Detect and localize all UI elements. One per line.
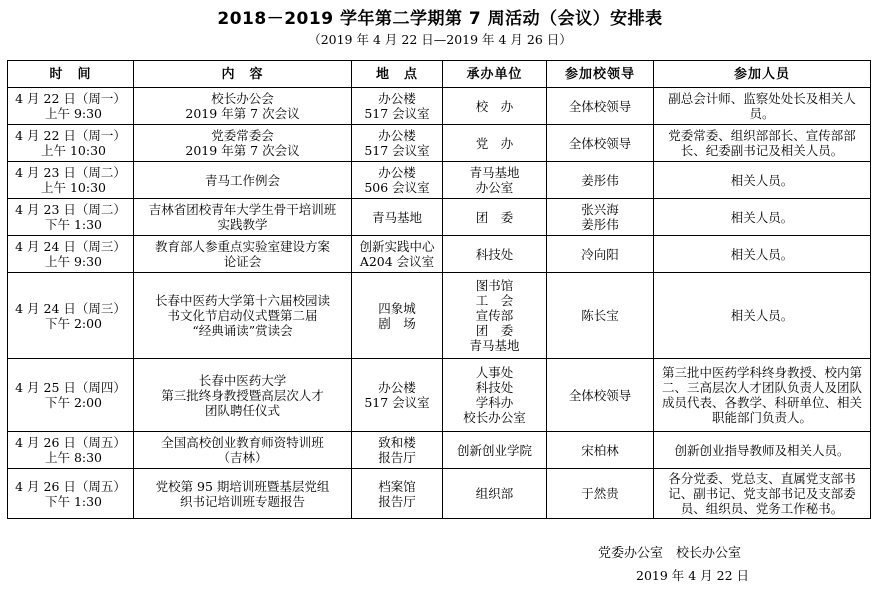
people-text: 第三批中医药学科终身教授、校内第二、三高层次人才团队负责人及团队成员代表、各教学、科研单位、相关职能部门负责人。 [661,365,862,425]
table-header-row [8,61,871,88]
place-cell-line: 517 会议室 [364,106,430,121]
people-text: 各分党委、党总支、直属党支部书记、副书记、党支部书记及支部委员、组织员、党务工作秘书。 [668,471,856,516]
content-cell [134,359,352,432]
header-time: 时 间 [8,61,134,88]
time-cell-line: 上午 10:30 [41,143,106,158]
host-cell-line: 科技处 [475,246,514,262]
issuing-offices: 党委办公室 校长办公室 [598,546,742,561]
time-cell-line: 4 月 26 日（周五） [15,435,126,450]
issue-date: 2019 年 4 月 22 日 [636,568,750,583]
table-row [8,273,871,359]
content-cell-line: 教育部人参重点实验室建设方案 [154,239,330,254]
content-cell [134,236,352,273]
host-cell [443,125,547,162]
time-cell [8,469,134,519]
leader-cell [547,236,654,273]
people-text: 党委常委、组织部部长、宣传部部长、纪委副书记及相关人员。 [668,128,856,158]
place-cell-line: 创新实践中心 [359,239,435,254]
table-row [8,125,871,162]
leader-cell [547,469,654,519]
place-cell-line: 致和楼 [378,435,416,450]
people-cell [654,199,871,236]
leader-cell-line: 姜彤伟 [581,172,619,188]
host-cell-line: 青马基地 [469,165,520,180]
host-cell-line: 学科办 [475,395,514,410]
time-cell-line: 上午 10:30 [41,180,106,195]
place-cell-line: 办公楼 [378,128,416,143]
leader-cell-line: 全体校领导 [568,98,632,114]
host-cell-line: 创新创业学院 [456,442,532,458]
page-title: 2018－2019 学年第二学期第 7 周活动（会议）安排表 [217,9,663,29]
leader-cell [547,125,654,162]
host-cell-line: 组织部 [475,486,514,501]
time-cell [8,125,134,162]
place-cell-line: 档案馆 [378,478,416,494]
table-row [8,162,871,199]
time-cell [8,273,134,359]
time-cell [8,88,134,125]
place-cell-line: 剧 场 [378,315,416,331]
people-text: 副总会计师、监察处处长及相关人员。 [668,91,856,121]
host-cell [443,88,547,125]
host-cell [443,162,547,199]
leader-cell [547,162,654,199]
content-cell-line: 第三批终身教授暨高层次人才 [161,387,324,403]
content-cell [134,162,352,199]
time-cell [8,162,134,199]
content-cell-line: 长春中医药大学第十六届校园读 [154,293,330,308]
place-cell [352,88,443,125]
leader-cell-line: 张兴海 [581,202,619,217]
people-cell [654,162,871,199]
place-cell-line: A204 会议室 [359,254,435,269]
time-cell-line: 4 月 22 日（周一） [15,128,126,143]
time-cell-line: 4 月 23 日（周二） [15,165,126,180]
leader-cell [547,273,654,359]
host-cell [443,199,547,236]
time-cell-line: 下午 2:00 [44,315,103,331]
table-row [8,199,871,236]
people-cell [654,273,871,359]
host-cell [443,359,547,432]
place-cell [352,125,443,162]
content-cell-line: 党校第 95 期培训班暨基层党组 [155,478,330,494]
host-cell-line: 团 委 [475,209,514,225]
host-cell-line: 青马基地 [469,338,520,353]
table-row [8,432,871,469]
host-cell-line: 图书馆 [475,278,514,293]
place-cell-line: 506 会议室 [364,180,430,195]
people-text: 创新创业指导教师及相关人员。 [674,442,850,458]
place-cell-line: 办公楼 [378,165,416,180]
place-cell [352,236,443,273]
people-text: 相关人员。 [730,172,794,188]
place-cell-line: 报告厅 [378,493,416,509]
time-cell [8,432,134,469]
leader-cell-line: 于然贵 [581,486,619,501]
content-cell-line: 长春中医药大学 [198,372,287,388]
place-cell-line: 办公楼 [378,91,416,106]
schedule-table [7,60,871,519]
host-cell [443,469,547,519]
place-cell-line: 办公楼 [378,380,416,395]
content-cell [134,469,352,519]
place-cell-line: 四象城 [378,300,416,316]
people-cell [654,236,871,273]
host-cell-line: 宣传部 [475,308,514,323]
people-cell [654,432,871,469]
content-cell [134,273,352,359]
people-cell [654,469,871,519]
content-cell [134,88,352,125]
table-row [8,236,871,273]
leader-cell-line: 姜彤伟 [581,217,619,232]
leader-cell-line: 陈长宝 [581,308,619,323]
place-cell [352,359,443,432]
header-content: 内 容 [134,61,352,88]
content-cell-line: 2019 年第 7 次会议 [185,106,300,121]
date-range-subtitle: （2019 年 4 月 22 日—2019 年 4 月 26 日） [308,32,572,47]
people-cell [654,88,871,125]
time-cell-line: 4 月 23 日（周二） [15,202,126,217]
time-cell [8,199,134,236]
content-cell-line: 书文化节启动仪式暨第二届 [167,308,318,323]
host-cell-line: 团 委 [475,323,514,338]
place-cell [352,199,443,236]
time-cell-line: 4 月 26 日（周五） [15,478,126,494]
schedule-body [8,88,871,519]
time-cell-line: 4 月 25 日（周四） [15,380,126,395]
people-cell [654,125,871,162]
leader-cell [547,199,654,236]
people-text: 相关人员。 [730,246,794,262]
leader-cell-line: 宋柏林 [581,442,619,458]
place-cell [352,432,443,469]
place-cell-line: 517 会议室 [364,395,430,410]
content-cell-line: 织书记培训班专题报告 [179,493,305,509]
time-cell-line: 下午 2:00 [44,395,103,410]
people-text: 相关人员。 [730,308,794,323]
content-cell-line: 团队聘任仪式 [204,402,280,418]
host-cell-line: 工 会 [475,293,514,308]
time-cell [8,236,134,273]
content-cell-line: 校长办公会 [211,91,274,106]
header-leader: 参加校领导 [547,61,654,88]
time-cell-line: 下午 1:30 [44,493,103,509]
host-cell [443,432,547,469]
content-cell-line: 全国高校创业教育师资特训班 [161,435,324,450]
content-cell-line: 党委常委会 [211,128,274,143]
time-cell-line: 下午 1:30 [44,217,103,232]
place-cell-line: 报告厅 [378,450,416,465]
content-cell-line: 吉林省团校青年大学生骨干培训班 [148,202,337,217]
content-cell [134,125,352,162]
content-cell-line: 论证会 [223,254,262,269]
host-cell-line: 人事处 [475,365,514,380]
table-row [8,469,871,519]
header-host: 承办单位 [443,61,547,88]
host-cell-line: 科技处 [475,380,514,395]
leader-cell-line: 全体校领导 [568,387,632,403]
content-cell [134,199,352,236]
people-cell [654,359,871,432]
content-cell-line: 实践教学 [217,217,268,232]
content-cell-line: 2019 年第 7 次会议 [185,143,300,158]
host-cell-line: 党 办 [475,135,514,151]
table-row [8,359,871,432]
content-cell-line: （吉林） [217,450,268,465]
leader-cell [547,359,654,432]
content-cell-line: “经典诵读”赏读会 [192,323,293,338]
time-cell-line: 4 月 24 日（周三） [15,300,126,316]
table-row [8,88,871,125]
time-cell-line: 上午 9:30 [44,254,103,269]
place-cell [352,273,443,359]
host-cell [443,236,547,273]
leader-cell-line: 全体校领导 [568,135,632,151]
leader-cell-line: 冷向阳 [581,246,619,262]
header-place: 地 点 [352,61,443,88]
host-cell-line: 校 办 [475,98,514,114]
time-cell-line: 4 月 24 日（周三） [15,239,126,254]
host-cell-line: 校长办公室 [463,410,526,425]
host-cell [443,273,547,359]
leader-cell [547,88,654,125]
time-cell-line: 上午 9:30 [44,106,103,121]
time-cell-line: 4 月 22 日（周一） [15,91,126,106]
content-cell-line: 青马工作例会 [204,172,280,188]
place-cell [352,469,443,519]
place-cell-line: 517 会议室 [364,143,430,158]
time-cell-line: 上午 8:30 [44,450,103,465]
content-cell [134,432,352,469]
people-text: 相关人员。 [730,209,794,225]
host-cell-line: 办公室 [475,180,514,195]
place-cell [352,162,443,199]
leader-cell [547,432,654,469]
place-cell-line: 青马基地 [371,209,422,225]
time-cell [8,359,134,432]
header-people: 参加人员 [654,61,871,88]
